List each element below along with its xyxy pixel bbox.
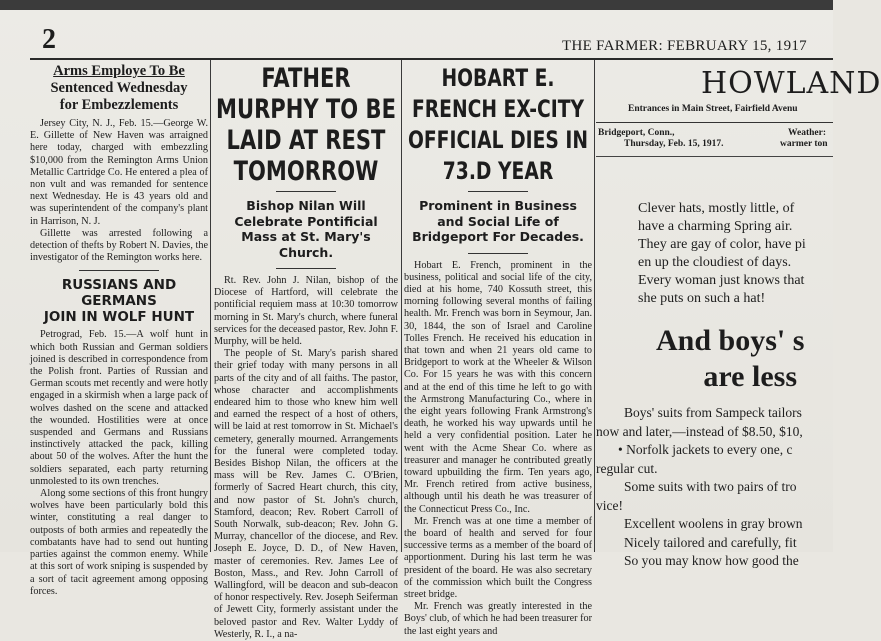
article-paragraph: The people of St. Mary's parish shared their grief today with many persons in all parts of the city and of all faiths. The pastor, whose character and accomplishments endeared him to those who knew him well and earned the respect of a host of others, will be laid at rest tomorrow in St. Michael's cemetery, generally mourned. Arrangements for the funeral were completed today. Besides Bishop Nilan, the officers at the mass will be Rev. James C. O'Brien, formerly of Sacred Heart church, this city, and now pastor of St. John's church, Stamford, deacon; Rev. Robert Carroll of South Norwalk, sub-deacon; Rev. John G. Murray, chancellor of the diocese, and Rev. Joseph E. Joyce, D. D., of New Haven, master of ceremonies. Rev. James Lee of Boston, Mass., and Rev. John Carroll of Wallingford, will be deacon and sub-deacon of honor respectively. Rev. Joseph Seiferman of Jewett City, formerly assistant under the beloved pastor and Rev. Walter Lyddy of Westerly, R. I., a na- — [214, 348, 398, 640]
article-paragraph: Petrograd, Feb. 15.—A wolf hunt in which both Russian and German soldiers joined is described in correspondence from the Polish front. Parties of Russian and German scouts met recently and were hotly engaged in a skirmish when a large pack of wolves dashed on the scene and attacked the wounded. Hostilities were at once suspended and Germans and Russians instinctively attacked the pack, killing about 50 of the wolves. After the hunt the soldiers separated, each party returning unmolested to its own trenches. — [30, 329, 208, 487]
article-paragraph: Gillette was arrested following a detection of thefts by Robert N. Davies, the investigator of the Remington works here. — [30, 227, 208, 264]
headline-father-murphy: FATHER MURPHY TO BE LAID AT REST TOMORROW — [216, 63, 396, 187]
divider — [468, 253, 528, 254]
howland-advertisement — [596, 60, 881, 568]
divider — [596, 122, 833, 123]
article-paragraph: Rt. Rev. John J. Nilan, bishop of the Diocese of Hartford, will celebrate the pontificial requiem mass at 10:30 tomorrow morning in St. Mary's church, where funeral services for the deceased pastor, Rev. John F. Murphy, will be held. — [214, 275, 398, 348]
divider — [276, 268, 336, 269]
article-paragraph: Mr. French was at one time a member of the board of health and served for four successive terms as a member of the board of apportionment. During his last term he was president of the board. He was also secretary of the commission which built the Congress street bridge. — [404, 515, 592, 600]
masthead-date: THE FARMER: FEBRUARY 15, 1917 — [562, 38, 807, 54]
article-paragraph: Along some sections of this front hungry wolves have been particularly bold this winter, constituting a real danger to outposts of both armies and repeatedly the combatants have had to send out hunting parties against the common enemy. While at this sort of work sniping is suspended by a sort of tacit agreement among opposing forces. — [30, 488, 208, 597]
page-number: 2 — [42, 24, 56, 55]
column-3 — [404, 60, 592, 637]
divider — [468, 191, 528, 192]
headline-hobart-french: HOBART E. FRENCH EX-CITY OFFICIAL DIES IN 73.D YEAR — [407, 64, 589, 185]
subhead-bishop-nilan: Bishop Nilan Will Celebrate Pontificial Mass at St. Mary's Church. — [234, 198, 378, 260]
divider — [596, 156, 833, 157]
column-1 — [30, 60, 208, 597]
ad-weather: Weather: warmer ton — [780, 128, 828, 149]
ad-entrances: Entrances in Main Street, Fairfield Avenu — [628, 104, 798, 114]
divider — [276, 191, 336, 192]
article-paragraph: Jersey City, N. J., Feb. 15.—George W. E. Gillette of New Haven was arraigned here today, charged with embezzling $10,000 from the Remington Arms Union Metallic Cartridge Co. He entered a plea of non vult and was remanded for sentence next Wednesday. He is 43 years old and was superintendent of the company's plant in Harrison, N. J. — [30, 118, 208, 227]
howland-logo: HOWLAND — [701, 66, 881, 101]
ad-hats-copy: Clever hats, mostly little, of have a charming Spring air. They are gay of color, have pi en up the cloudiest of days. Every woman just knows that she puts on such a hat! — [638, 201, 806, 306]
headline-wolf-hunt: RUSSIANS AND GERMANS JOIN IN WOLF HUNT — [43, 277, 195, 326]
column-rule — [594, 60, 595, 552]
subhead-prominent: Prominent in Business and Social Life of Bridgeport For Decades. — [412, 198, 584, 244]
article-paragraph: Hobart E. French, prominent in the business, political and social life of the city, died at his home, 740 Kossuth street, this morning following several months of failing health. Mr. French was born in Seymour, Jan. 30, 1844, the son of Israel and Caroline Tolles French. He received his education in that town and when 21 years old came to Bridgeport to work at the Wheeler & Wilson Co. For 15 years he was with this concern and at the end of this time he left to go with the Armstrong Manufacturing Co., where in the eight years following Frank Armstrong's death, he worked his way upwards until he held a very confidential position. Later he went with the Acme Shear Co. where as treasurer and manager he contributed greatly toward upbuilding the firm. Ten years ago, Mr. French retired from active business, although until his death he was treasurer of the Connecticut Press Co., Inc. — [404, 259, 592, 515]
ad-boys-copy: Boys' suits from Sampeck tailors now and later,—instead of $8.50, $10, • Norfolk jackets to every one, c regular cut. Some suits with two pairs of tro vice! Excellent woolens in gray brown Nicely tailored and carefully, fit So you may know how good the — [596, 405, 803, 568]
column-rule — [210, 60, 211, 552]
ad-boys-headline: And boys' s are less — [656, 324, 805, 393]
divider — [79, 270, 159, 271]
ad-location: Bridgeport, Conn., Thursday, Feb. 15, 1917. — [598, 128, 724, 149]
headline-arms-employe: Arms Employe To Be Sentenced Wednesday for Embezzlements — [50, 63, 188, 113]
scan-edge — [0, 0, 833, 10]
column-2 — [214, 60, 398, 640]
article-paragraph: Mr. French was greatly interested in the Boys' club, of which he had been treasurer for the last eight years and — [404, 601, 592, 637]
